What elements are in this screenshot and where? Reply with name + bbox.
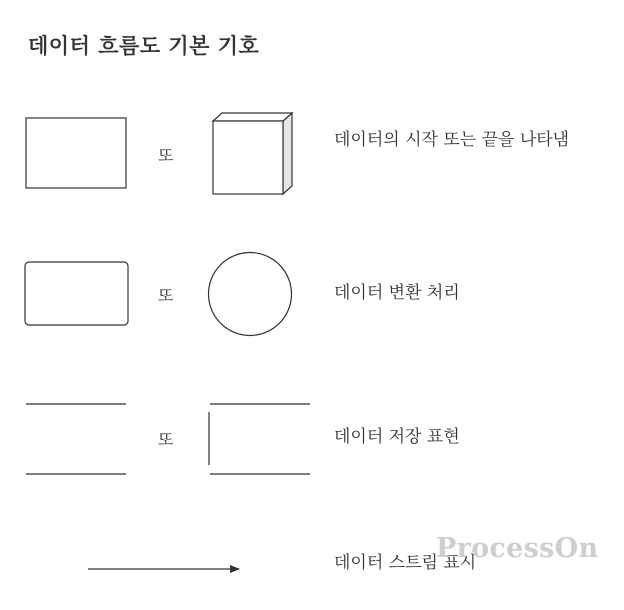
process-rounded-rectangle [25, 262, 128, 325]
processon-watermark: ProcessOn [436, 533, 599, 564]
description-external-entity: 데이터의 시작 또는 끝을 나타냄 [334, 130, 570, 150]
external-entity-cube [213, 113, 292, 194]
description-data-flow: 데이터 스트림 표시 [334, 553, 477, 573]
data-store-parallel-lines [26, 404, 126, 474]
description-data-store: 데이터 저장 표현 [334, 427, 460, 447]
data-store-open-rectangle [209, 404, 310, 474]
external-entity-rectangle [26, 118, 126, 188]
or-label-row-3: 또 [158, 430, 174, 449]
process-circle [209, 253, 292, 336]
or-label-row-2: 또 [158, 286, 174, 305]
or-label-row-1: 또 [158, 146, 174, 165]
description-process: 데이터 변환 처리 [334, 283, 460, 303]
diagram-title: 데이터 흐름도 기본 기호 [28, 34, 260, 58]
